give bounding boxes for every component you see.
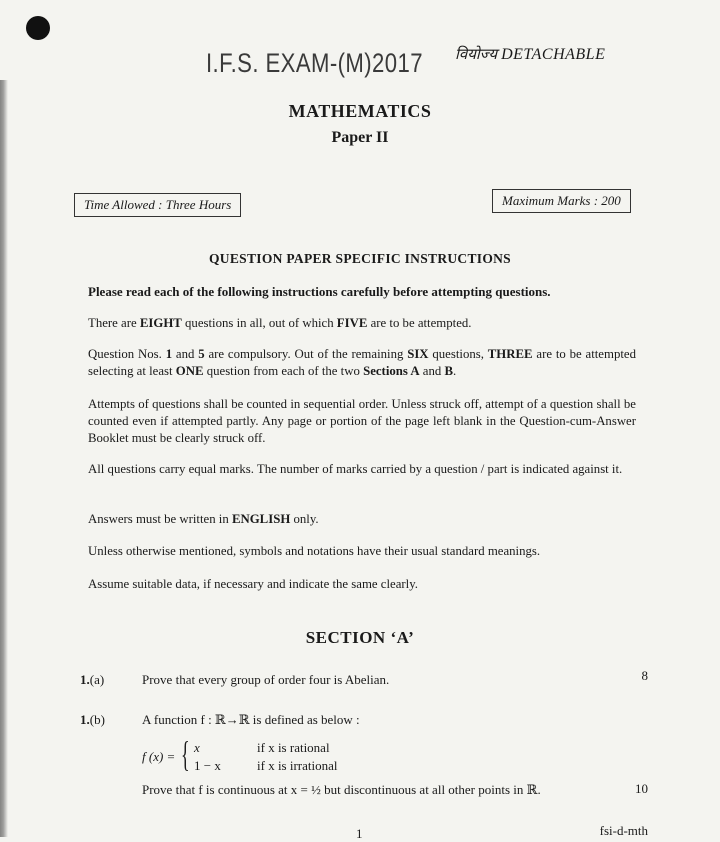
- question-1b-prove: Prove that f is continuous at x = ½ but discontinuous at all other points in ℝ.: [142, 782, 541, 797]
- detachable-hindi: वियोज्य: [455, 45, 498, 63]
- page-number: 1: [356, 826, 363, 841]
- question-1b-marks: 10: [635, 781, 648, 796]
- instruction-language: Answers must be written in ENGLISH only.: [88, 512, 319, 526]
- piecewise-lhs: f (x) =: [142, 749, 176, 764]
- maximum-marks-box: Maximum Marks : 200: [492, 189, 631, 213]
- instruction-question-count: There are EIGHT questions in all, out of which FIVE are to be attempted.: [88, 316, 472, 330]
- scan-edge-shadow: [0, 80, 8, 837]
- question-1a-number: 1.(a): [80, 672, 105, 687]
- detachable-label: [455, 44, 605, 64]
- detachable-english: DETACHABLE: [501, 46, 606, 63]
- paper-title: Paper II: [331, 129, 389, 146]
- question-1a-text: Prove that every group of order four is Abelian.: [142, 672, 390, 687]
- instruction-assume-data: Assume suitable data, if necessary and indicate the same clearly.: [88, 577, 418, 591]
- piecewise-definition: [142, 734, 342, 776]
- piecewise-case-1: x: [194, 740, 200, 755]
- exam-title: I.F.S. EXAM-(M)2017: [206, 48, 423, 78]
- piecewise-case-1-condition: if x is rational: [257, 740, 330, 755]
- instructions-heading: QUESTION PAPER SPECIFIC INSTRUCTIONS: [209, 251, 511, 266]
- time-allowed-box: Time Allowed : Three Hours: [74, 193, 241, 217]
- section-a-title: SECTION ‘A’: [305, 628, 415, 647]
- piecewise-case-2-condition: if x is irrational: [257, 758, 338, 773]
- punch-hole-dot: [26, 16, 50, 40]
- subject-title: MATHEMATICS: [288, 101, 432, 121]
- instruction-attempts: Attempts of questions shall be counted in sequential order. Unless struck off, attempt of a question shall be counted even if attempted partly. Any page or portion of the page left blank in the Question-cum-Answer Booklet must be clearly struck off.: [88, 397, 636, 445]
- piecewise-brace: {: [181, 734, 190, 774]
- piecewise-case-2: 1 − x: [194, 758, 221, 773]
- instruction-compulsory: Question Nos. 1 and 5 are compulsory. Out of the remaining SIX questions, THREE are to be attempted selecting at least ONE question from each of the two Sections A and B.: [88, 347, 636, 378]
- instruction-marks: All questions carry equal marks. The number of marks carried by a question / part is indicated against it.: [88, 462, 623, 476]
- question-1b-text: A function f : ℝ→ℝ is defined as below :: [142, 712, 360, 727]
- instruction-notation: Unless otherwise mentioned, symbols and notations have their usual standard meanings.: [88, 544, 541, 558]
- question-1a-marks: 8: [641, 668, 648, 683]
- instructions-intro: Please read each of the following instructions carefully before attempting questions.: [88, 284, 551, 299]
- paper-code: fsi-d-mth: [599, 823, 648, 838]
- question-1b-number: 1.(b): [80, 712, 105, 727]
